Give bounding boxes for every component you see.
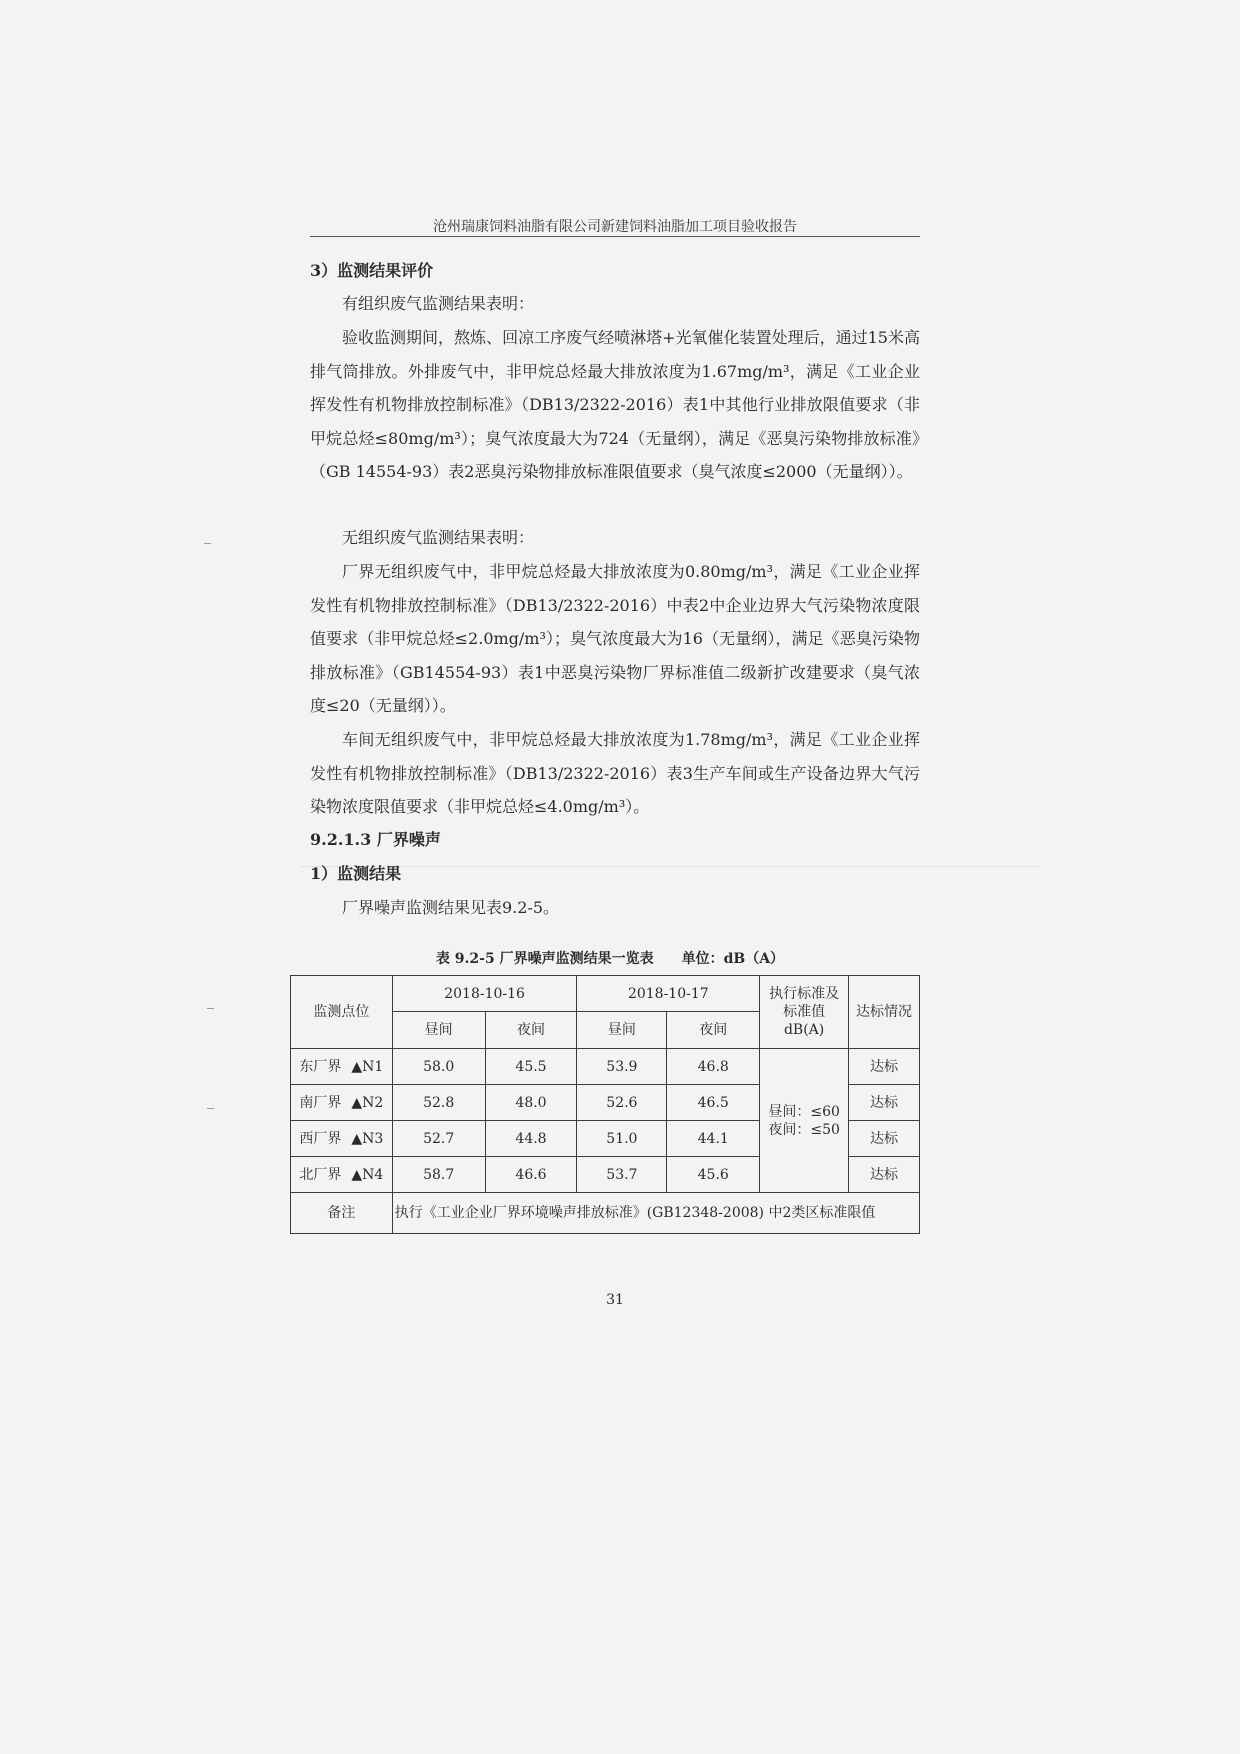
row-d2-day: 53.7 bbox=[577, 1157, 667, 1193]
header-rule bbox=[310, 236, 920, 237]
row-result: 达标 bbox=[849, 1121, 920, 1157]
header-date1-day: 昼间 bbox=[392, 1012, 485, 1049]
row-d2-day: 51.0 bbox=[577, 1121, 667, 1157]
page-number: 31 bbox=[606, 1292, 624, 1308]
header-point: 监测点位 bbox=[291, 976, 393, 1049]
row-d1-day: 58.7 bbox=[392, 1157, 485, 1193]
table-caption-unit: 单位：dB（A） bbox=[681, 951, 785, 967]
scan-speck bbox=[204, 543, 211, 544]
standard-day: 昼间：≤60 bbox=[768, 1103, 840, 1120]
standard-night: 夜间：≤50 bbox=[768, 1121, 840, 1138]
section-eval-heading: 3）监测结果评价 bbox=[310, 261, 434, 280]
header-date2-day: 昼间 bbox=[577, 1012, 667, 1049]
table-caption-title: 表 9.2-5 厂界噪声监测结果一览表 bbox=[435, 951, 654, 967]
row-result: 达标 bbox=[849, 1049, 920, 1085]
row-d1-day: 52.8 bbox=[392, 1085, 485, 1121]
note-text: 执行《工业企业厂界环境噪声排放标准》(GB12348-2008) 中2类区标准限值 bbox=[392, 1193, 919, 1234]
row-d1-night: 48.0 bbox=[485, 1085, 577, 1121]
table-caption bbox=[290, 948, 930, 968]
scan-speck bbox=[207, 1008, 214, 1009]
standard-values bbox=[760, 1049, 849, 1193]
row-d2-night: 45.6 bbox=[667, 1157, 760, 1193]
note-label: 备注 bbox=[291, 1193, 393, 1234]
header-date1-night: 夜间 bbox=[485, 1012, 577, 1049]
triangle-marker-icon: ▲N1 bbox=[351, 1058, 384, 1075]
row-point: 东厂界 ▲N1 bbox=[291, 1049, 393, 1085]
scan-speck bbox=[207, 1108, 214, 1109]
table-note-row bbox=[291, 1193, 920, 1234]
row-d2-night: 46.8 bbox=[667, 1049, 760, 1085]
unorganized-gas-workshop-text: 车间无组织废气中，非甲烷总烃最大排放浓度为1.78mg/m³，满足《工业企业挥发性有机物排放控制标准》（DB13/2322-2016）表3生产车间或生产设备边界大气污染物浓度限值要求（非甲烷总烃≤4.0mg/m³）。 bbox=[310, 730, 920, 816]
organized-gas-title: 有组织废气监测结果表明： bbox=[342, 294, 535, 313]
table-row bbox=[291, 1049, 920, 1085]
organized-gas-text: 验收监测期间，熬炼、回凉工序废气经喷淋塔+光氧催化装置处理后，通过15米高排气筒排放。外排废气中，非甲烷总烃最大排放浓度为1.67mg/m³，满足《工业企业挥发性有机物排放控制标准》（DB13/2322-2016）表1中其他行业排放限值要求（非甲烷总烃≤80mg/m³）；臭气浓度最大为724（无量纲），满足《恶臭污染物排放标准》（GB 14554-93）表2恶臭污染物排放标准限值要求（臭气浓度≤2000（无量纲））。 bbox=[310, 328, 920, 481]
header-standard: 执行标准及标准值dB(A) bbox=[760, 976, 849, 1049]
triangle-marker-icon: ▲N3 bbox=[351, 1130, 384, 1147]
row-point: 北厂界 ▲N4 bbox=[291, 1157, 393, 1193]
header-date1: 2018-10-16 bbox=[392, 976, 577, 1012]
section-noise-heading: 9.2.1.3 厂界噪声 bbox=[310, 830, 441, 849]
row-d1-night: 44.8 bbox=[485, 1121, 577, 1157]
header-result: 达标情况 bbox=[849, 976, 920, 1049]
triangle-marker-icon: ▲N2 bbox=[351, 1094, 384, 1111]
unorganized-gas-title: 无组织废气监测结果表明： bbox=[342, 528, 535, 547]
header-date2-night: 夜间 bbox=[667, 1012, 760, 1049]
row-point: 西厂界 ▲N3 bbox=[291, 1121, 393, 1157]
row-d2-day: 52.6 bbox=[577, 1085, 667, 1121]
triangle-marker-icon: ▲N4 bbox=[351, 1166, 384, 1183]
row-d2-day: 53.9 bbox=[577, 1049, 667, 1085]
row-d2-night: 44.1 bbox=[667, 1121, 760, 1157]
row-d1-day: 52.7 bbox=[392, 1121, 485, 1157]
noise-results-table bbox=[290, 975, 920, 1234]
unorganized-gas-boundary-text: 厂界无组织废气中，非甲烷总烃最大排放浓度为0.80mg/m³，满足《工业企业挥发性有机物排放控制标准》（DB13/2322-2016）中表2中企业边界大气污染物浓度限值要求（非甲烷总烃≤2.0mg/m³）；臭气浓度最大为16（无量纲），满足《恶臭污染物排放标准》（GB14554-93）表1中恶臭污染物厂界标准值二级新扩改建要求（臭气浓度≤20（无量纲））。 bbox=[310, 562, 920, 715]
row-result: 达标 bbox=[849, 1085, 920, 1121]
noise-intro: 厂界噪声监测结果见表9.2-5。 bbox=[342, 898, 560, 917]
table-header-row bbox=[291, 976, 920, 1012]
header-date2: 2018-10-17 bbox=[577, 976, 760, 1012]
noise-results-heading: 1）监测结果 bbox=[310, 864, 402, 883]
row-result: 达标 bbox=[849, 1157, 920, 1193]
running-header: 沧州瑞康饲料油脂有限公司新建饲料油脂加工项目验收报告 bbox=[433, 219, 797, 235]
row-d1-day: 58.0 bbox=[392, 1049, 485, 1085]
row-d1-night: 45.5 bbox=[485, 1049, 577, 1085]
row-d1-night: 46.6 bbox=[485, 1157, 577, 1193]
row-d2-night: 46.5 bbox=[667, 1085, 760, 1121]
row-point: 南厂界 ▲N2 bbox=[291, 1085, 393, 1121]
